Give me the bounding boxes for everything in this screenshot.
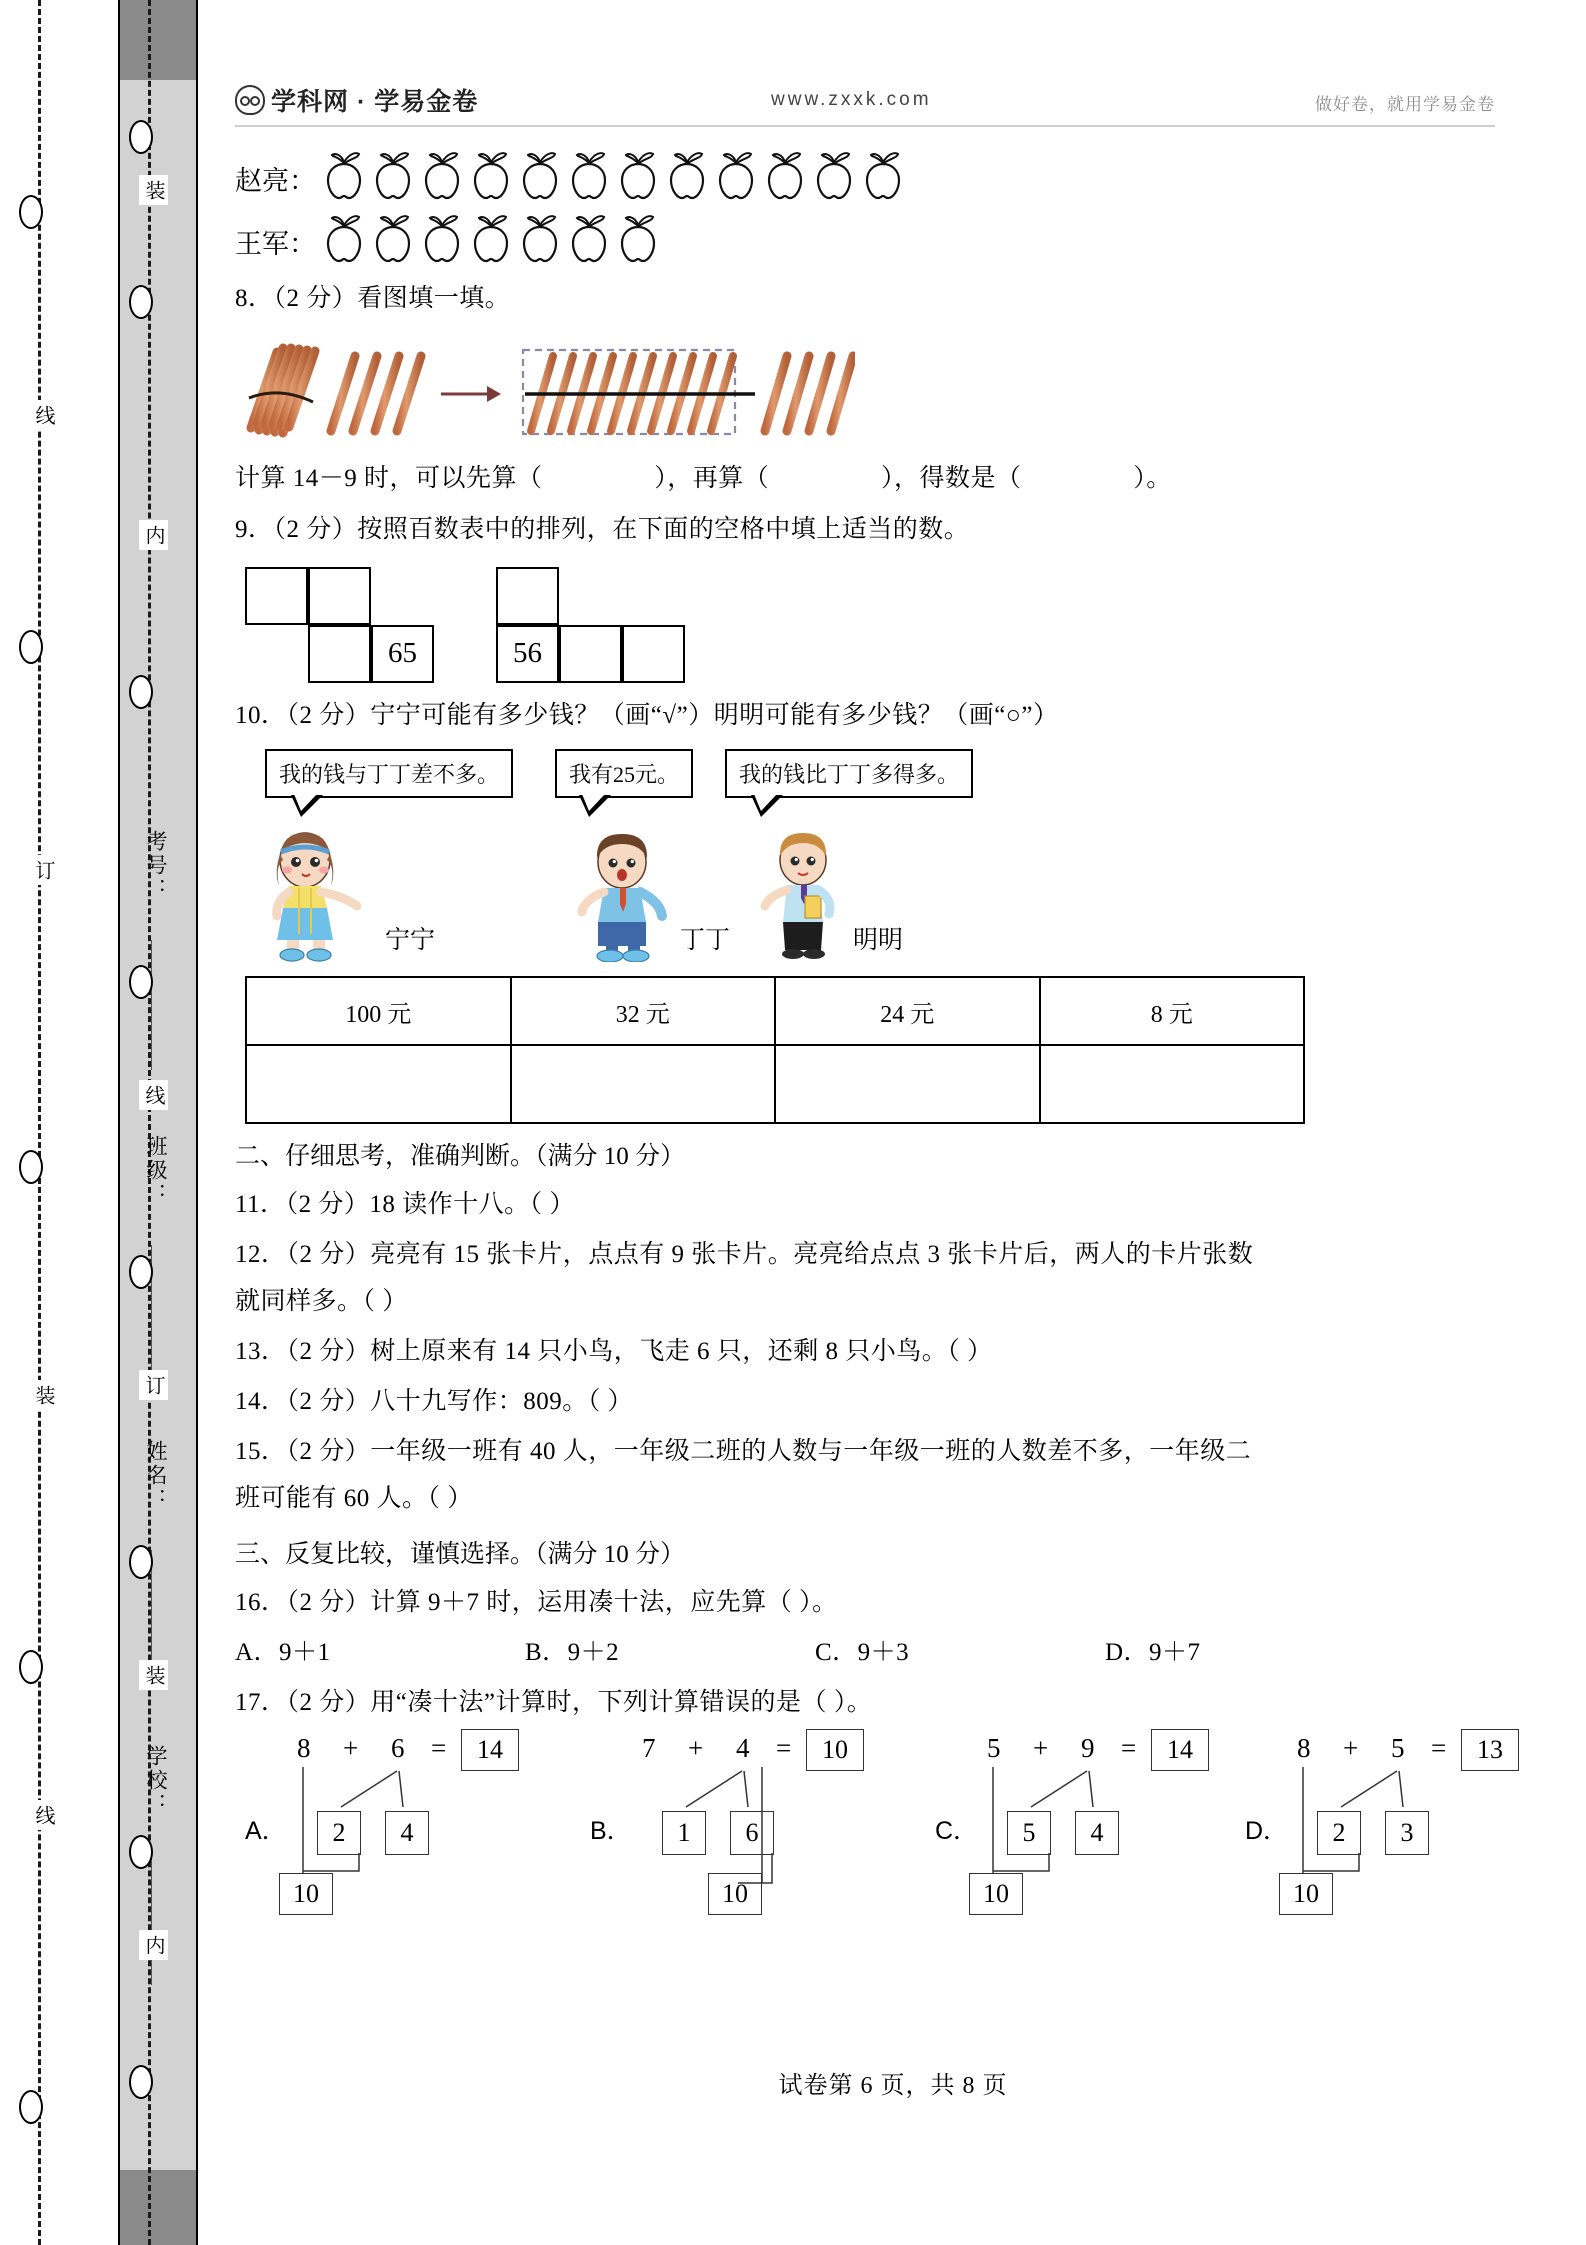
bond-addend-2: 6 bbox=[391, 1732, 405, 1763]
binding-margin bbox=[0, 0, 200, 2245]
q9-dot: ． bbox=[248, 515, 274, 543]
section-3-heading: 三、反复比较，谨慎选择。（满分 10 分） bbox=[235, 1540, 686, 1568]
bond-part-left: 1 bbox=[662, 1811, 706, 1855]
arrow-icon bbox=[441, 386, 501, 402]
question-8-prompt bbox=[235, 276, 1535, 322]
q16-text: 计算 9＋7 时，运用凑十法，应先算（ ）。 bbox=[370, 1588, 838, 1616]
apple-icon bbox=[615, 213, 661, 265]
field-xuexiao: 学校： bbox=[144, 1745, 167, 1817]
q12-number: 12 bbox=[235, 1241, 261, 1269]
question-16-options bbox=[235, 1630, 1535, 1676]
bond-equals: = bbox=[431, 1732, 447, 1763]
page-footer: 试卷第 6 页，共 8 页 bbox=[778, 2073, 1008, 2099]
bond-addend-1: 8 bbox=[1297, 1732, 1311, 1763]
oval-mark bbox=[19, 630, 43, 664]
number-bond-b bbox=[590, 1733, 890, 1913]
section-2-heading: 二、仔细思考，准确判断。（满分 10 分） bbox=[235, 1143, 686, 1170]
q8-score: （2 分） bbox=[273, 285, 358, 312]
q17-score: （2 分） bbox=[286, 1689, 371, 1717]
q8-fill-line bbox=[235, 456, 1535, 502]
character-name-mingming: 明明 bbox=[853, 927, 904, 954]
question-11 bbox=[235, 1182, 1535, 1228]
q8-fill-p2: ），再算（ bbox=[654, 465, 770, 493]
apple-icon bbox=[762, 150, 808, 202]
marker-zhuang-1: 装 bbox=[139, 175, 168, 205]
margin-solid-line-right bbox=[196, 0, 198, 2245]
money-cell: 8 元 bbox=[1040, 977, 1305, 1045]
bond-connectors bbox=[245, 1733, 545, 1913]
q17-text: 用“凑十法”计算时，下列计算错误的是（ ）。 bbox=[370, 1689, 873, 1717]
site-url: www.zxxk.com bbox=[771, 89, 932, 110]
q16-option-c[interactable]: C．9＋3 bbox=[815, 1639, 910, 1666]
q11-text[interactable]: 18 读作十八。（ ） bbox=[369, 1191, 575, 1218]
marker-nei-2: 内 bbox=[139, 1930, 168, 1960]
answer-cell[interactable] bbox=[511, 1045, 776, 1123]
bubble-tail-icon bbox=[751, 795, 783, 817]
header-divider bbox=[235, 125, 1495, 127]
q17-number-bonds bbox=[235, 1733, 1535, 1913]
apple-icon bbox=[419, 150, 465, 202]
speech-bubble-mingming: 我的钱比丁丁多得多。 bbox=[725, 749, 973, 798]
character-ningning bbox=[261, 830, 369, 962]
q8-fill-p1: 计算 14－9 时，可以先算（ bbox=[235, 465, 543, 493]
bond-addend-2: 5 bbox=[1391, 1732, 1405, 1763]
field-xuexiao-rule bbox=[151, 1855, 152, 1985]
bond-part-left: 2 bbox=[317, 1811, 361, 1855]
q8-fill-p4: ）。 bbox=[1133, 465, 1172, 493]
bond-sum: 10 bbox=[806, 1729, 864, 1771]
marker-outer-zhuang: 装 bbox=[29, 1380, 58, 1410]
q16-option-d[interactable]: D．9＋7 bbox=[1105, 1639, 1201, 1666]
grid-row-top bbox=[496, 567, 685, 625]
q11-number: 11 bbox=[235, 1191, 261, 1218]
bond-part-right: 6 bbox=[730, 1811, 774, 1855]
q13-number: 13 bbox=[235, 1337, 261, 1365]
bond-letter[interactable]: D． bbox=[1245, 1816, 1289, 1845]
hundred-chart-right bbox=[496, 567, 685, 683]
q17-number: 17 bbox=[235, 1689, 261, 1717]
hundred-chart-left bbox=[245, 567, 434, 683]
exam-page bbox=[200, 0, 1586, 2245]
bond-letter[interactable]: B． bbox=[590, 1816, 632, 1845]
q14-text[interactable]: 八十九写作：809。（ ） bbox=[370, 1388, 634, 1415]
field-kaohao-rule bbox=[151, 940, 152, 1070]
marker-outer-xian2: 线 bbox=[29, 1800, 58, 1830]
question-13 bbox=[235, 1329, 1535, 1375]
q9-number: 9 bbox=[235, 515, 248, 543]
band-cap-top bbox=[120, 0, 196, 80]
q8-sticks-figure bbox=[235, 336, 1535, 446]
oval-mark bbox=[129, 965, 153, 999]
apple-row-wangjun bbox=[235, 213, 1535, 270]
q9-grids bbox=[235, 567, 1535, 683]
q14-score: （2 分） bbox=[286, 1388, 371, 1415]
q10-money-table bbox=[245, 976, 1305, 1124]
oval-mark bbox=[19, 2090, 43, 2124]
apple-icon bbox=[321, 150, 367, 202]
grid-row-bottom bbox=[496, 625, 685, 683]
number-bond-c bbox=[935, 1733, 1235, 1913]
bond-ten: 10 bbox=[969, 1873, 1023, 1915]
q11-dot: ． bbox=[260, 1191, 286, 1218]
oval-mark bbox=[129, 1545, 153, 1579]
bond-addend-2: 9 bbox=[1081, 1732, 1095, 1763]
question-12 bbox=[235, 1232, 1535, 1278]
q12-score: （2 分） bbox=[286, 1241, 371, 1269]
bond-ten: 10 bbox=[279, 1873, 333, 1915]
bubble-tail-icon bbox=[579, 795, 611, 817]
bond-part-right: 4 bbox=[1075, 1811, 1119, 1855]
q9-score: （2 分） bbox=[273, 515, 358, 543]
q10-dot: ． bbox=[261, 701, 287, 729]
marker-zhuang-2: 装 bbox=[139, 1660, 168, 1690]
grid-cell-65: 65 bbox=[371, 625, 434, 683]
apple-icon bbox=[517, 150, 563, 202]
q17-dot: ． bbox=[261, 1689, 287, 1717]
q10-characters bbox=[235, 827, 1535, 962]
bond-addend-1: 7 bbox=[642, 1732, 656, 1763]
apple-icon bbox=[713, 150, 759, 202]
field-banji: 班级： bbox=[144, 1135, 167, 1207]
q12-dot: ． bbox=[261, 1241, 287, 1269]
q8-dot: ． bbox=[248, 285, 274, 312]
marker-outer-ding: 订 bbox=[29, 855, 58, 885]
q9-text: 按照百数表中的排列，在下面的空格中填上适当的数。 bbox=[357, 515, 970, 543]
q8-text: 看图填一填。 bbox=[357, 285, 511, 312]
bond-operator: + bbox=[688, 1732, 704, 1763]
marker-xian-1: 线 bbox=[139, 1080, 168, 1110]
apple-icon bbox=[566, 150, 612, 202]
character-name-ningning: 宁宁 bbox=[385, 927, 436, 954]
q14-dot: ． bbox=[261, 1388, 287, 1415]
table-row-answers bbox=[246, 1045, 1304, 1123]
grid-cell[interactable] bbox=[559, 625, 622, 683]
bond-connectors bbox=[590, 1733, 890, 1913]
marker-nei-1: 内 bbox=[139, 520, 168, 550]
grid-cell[interactable] bbox=[308, 567, 371, 625]
oval-mark bbox=[19, 1650, 43, 1684]
apple-icon bbox=[468, 213, 514, 265]
apple-group bbox=[321, 150, 909, 207]
money-cell: 32 元 bbox=[511, 977, 776, 1045]
q12-text: 亮亮有 15 张卡片，点点有 9 张卡片。亮亮给点点 3 张卡片后，两人的卡片张数 bbox=[370, 1241, 1254, 1269]
marker-outer-xian: 线 bbox=[29, 400, 58, 430]
bond-addend-1: 5 bbox=[987, 1732, 1001, 1763]
apple-icon bbox=[370, 213, 416, 265]
bond-addend-2: 4 bbox=[736, 1732, 750, 1763]
apple-group bbox=[321, 213, 664, 270]
q13-dot: ． bbox=[261, 1337, 287, 1365]
band-cap-bottom bbox=[120, 2170, 196, 2245]
outer-dashed-line bbox=[38, 0, 41, 2245]
apple-icon bbox=[860, 150, 906, 202]
bond-operator: + bbox=[343, 1732, 359, 1763]
oval-mark bbox=[129, 1255, 153, 1289]
site-logo bbox=[235, 82, 478, 118]
page-content bbox=[235, 150, 1535, 1913]
sticks-diagram bbox=[235, 336, 855, 441]
character-mingming bbox=[753, 830, 853, 962]
apple-icon bbox=[370, 150, 416, 202]
grid-cell-56: 56 bbox=[496, 625, 559, 683]
apple-icon bbox=[517, 213, 563, 265]
apple-icon bbox=[566, 213, 612, 265]
site-logo-text: 学科网 · 学易金卷 bbox=[271, 88, 479, 116]
bond-equals: = bbox=[1431, 1732, 1447, 1763]
stick-bundle bbox=[249, 348, 315, 433]
money-cell: 100 元 bbox=[246, 977, 511, 1045]
q13-text[interactable]: 树上原来有 14 只小鸟，飞走 6 只，还剩 8 只小鸟。（ ） bbox=[370, 1337, 993, 1365]
apple-icon bbox=[419, 213, 465, 265]
grid-cell[interactable] bbox=[622, 625, 685, 683]
bond-letter[interactable]: A． bbox=[245, 1816, 287, 1845]
bond-part-left: 2 bbox=[1317, 1811, 1361, 1855]
apple-row-label: 赵亮： bbox=[235, 166, 316, 196]
page-header bbox=[235, 80, 1495, 128]
grid-cell[interactable] bbox=[308, 625, 371, 683]
grid-row-bottom bbox=[245, 625, 434, 683]
question-17 bbox=[235, 1680, 1535, 1726]
answer-cell[interactable] bbox=[1040, 1045, 1305, 1123]
character-name-dingding: 丁丁 bbox=[680, 927, 731, 954]
site-slogan: 做好卷，就用学易金卷 bbox=[1315, 95, 1495, 114]
bond-equals: = bbox=[1121, 1732, 1137, 1763]
oval-mark bbox=[129, 675, 153, 709]
q11-score: （2 分） bbox=[285, 1191, 370, 1218]
bond-ten: 10 bbox=[1279, 1873, 1333, 1915]
bond-connectors bbox=[1245, 1733, 1545, 1913]
number-bond-a bbox=[245, 1733, 545, 1913]
answer-cell[interactable] bbox=[775, 1045, 1040, 1123]
q14-number: 14 bbox=[235, 1388, 261, 1415]
bubble-tail-icon bbox=[291, 795, 323, 817]
oval-mark bbox=[19, 195, 43, 229]
oval-mark bbox=[129, 120, 153, 154]
bond-equals: = bbox=[776, 1732, 792, 1763]
question-10-prompt bbox=[235, 693, 1535, 739]
bond-part-right: 4 bbox=[385, 1811, 429, 1855]
oval-mark bbox=[129, 2065, 153, 2099]
grid-spacer bbox=[622, 567, 685, 625]
grid-spacer bbox=[245, 625, 308, 683]
q13-score: （2 分） bbox=[286, 1337, 371, 1365]
q16-option-b[interactable]: B．9＋2 bbox=[525, 1639, 620, 1666]
question-14 bbox=[235, 1379, 1535, 1425]
q8-fill-p3: ），得数是（ bbox=[881, 465, 1022, 493]
apple-icon bbox=[664, 150, 710, 202]
bond-letter[interactable]: C． bbox=[935, 1816, 979, 1845]
bond-sum: 14 bbox=[461, 1729, 519, 1771]
question-9-prompt bbox=[235, 507, 1535, 553]
q10-number: 10 bbox=[235, 701, 261, 729]
field-kaohao: 考号： bbox=[144, 830, 167, 902]
q16-dot: ． bbox=[261, 1588, 287, 1616]
owl-logo-icon bbox=[235, 85, 265, 115]
bond-ten: 10 bbox=[708, 1873, 762, 1915]
answer-cell[interactable] bbox=[246, 1045, 511, 1123]
speech-bubble-ningning: 我的钱与丁丁差不多。 bbox=[265, 749, 513, 798]
number-bond-d bbox=[1245, 1733, 1545, 1913]
q16-score: （2 分） bbox=[286, 1588, 371, 1616]
bond-sum: 14 bbox=[1151, 1729, 1209, 1771]
bond-connectors bbox=[935, 1733, 1235, 1913]
bond-operator: + bbox=[1343, 1732, 1359, 1763]
marker-ding-1: 订 bbox=[139, 1370, 168, 1400]
apple-icon bbox=[811, 150, 857, 202]
q15-dot: ． bbox=[261, 1438, 287, 1466]
question-16 bbox=[235, 1580, 1535, 1626]
question-15-line2[interactable]: 班可能有 60 人。（ ） bbox=[235, 1484, 473, 1512]
grid-row-top bbox=[245, 567, 434, 625]
grid-cell[interactable] bbox=[496, 567, 559, 625]
bond-operator: + bbox=[1033, 1732, 1049, 1763]
bond-part-right: 3 bbox=[1385, 1811, 1429, 1855]
question-12-line2[interactable]: 就同样多。（ ） bbox=[235, 1287, 408, 1315]
student-info-band bbox=[120, 0, 196, 2245]
bond-part-left: 5 bbox=[1007, 1811, 1051, 1855]
bond-sum: 13 bbox=[1461, 1729, 1519, 1771]
apple-icon bbox=[321, 213, 367, 265]
apple-row-zhaoliang bbox=[235, 150, 1535, 207]
character-dingding bbox=[570, 830, 678, 962]
money-cell: 24 元 bbox=[775, 977, 1040, 1045]
oval-mark bbox=[19, 1150, 43, 1184]
q10-speech-bubbles bbox=[235, 749, 1535, 809]
oval-mark bbox=[129, 285, 153, 319]
bond-addend-1: 8 bbox=[297, 1732, 311, 1763]
grid-spacer bbox=[371, 567, 434, 625]
q16-option-a[interactable]: A．9＋1 bbox=[235, 1639, 331, 1666]
speech-bubble-dingding: 我有25元。 bbox=[555, 749, 693, 798]
field-xingming: 姓名： bbox=[144, 1440, 167, 1512]
oval-mark bbox=[129, 1835, 153, 1869]
q16-number: 16 bbox=[235, 1588, 261, 1616]
table-row-values bbox=[246, 977, 1304, 1045]
question-15 bbox=[235, 1429, 1535, 1475]
q15-score: （2 分） bbox=[286, 1438, 371, 1466]
grid-cell[interactable] bbox=[245, 567, 308, 625]
q15-text: 一年级一班有 40 人，一年级二班的人数与一年级一班的人数差不多，一年级二 bbox=[370, 1438, 1252, 1466]
q10-score: （2 分） bbox=[286, 701, 371, 729]
grid-spacer bbox=[559, 567, 622, 625]
apple-icon bbox=[468, 150, 514, 202]
q8-number: 8 bbox=[235, 285, 248, 312]
q15-number: 15 bbox=[235, 1438, 261, 1466]
q10-text: 宁宁可能有多少钱？（画“√”）明明可能有多少钱？（画“○”） bbox=[370, 701, 1059, 729]
apple-row-label: 王军： bbox=[235, 229, 316, 259]
apple-icon bbox=[615, 150, 661, 202]
